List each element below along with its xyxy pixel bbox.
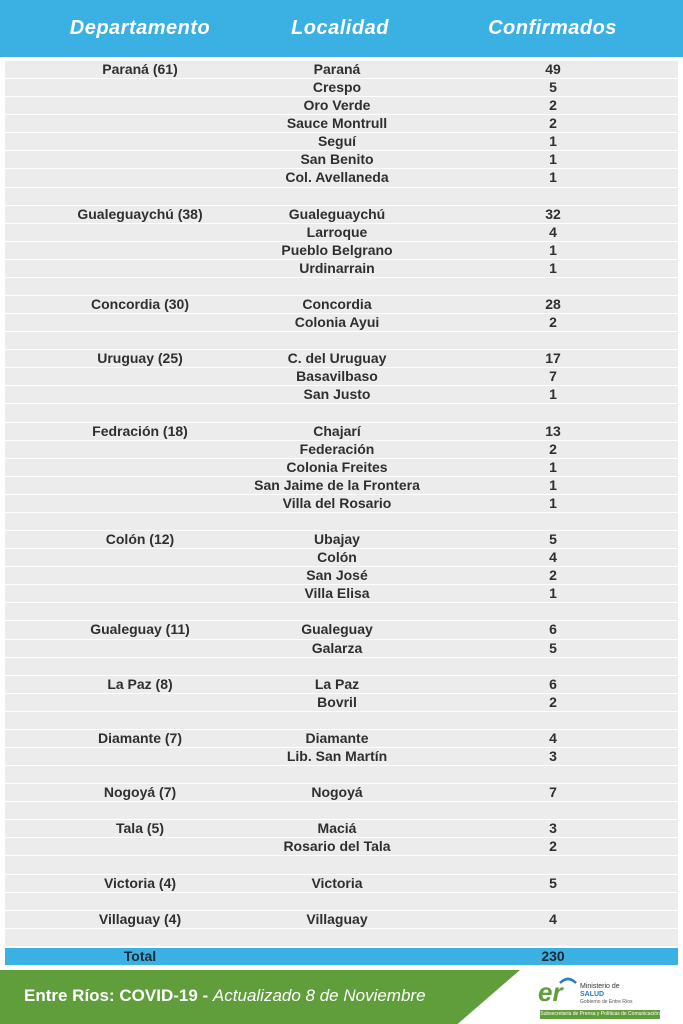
table-row: [5, 929, 678, 947]
departamento-cell: [40, 694, 240, 711]
departamento-cell: [40, 549, 240, 566]
total-value: 230: [541, 948, 565, 964]
departamento-cell: [40, 79, 240, 96]
confirmados-cell: [453, 929, 653, 946]
departamento-cell: [40, 802, 240, 819]
departamento-cell: Concordia (30): [90, 296, 189, 313]
confirmados-cell: [453, 658, 653, 675]
confirmados-cell: 7: [549, 784, 557, 801]
table-row: [5, 368, 678, 386]
confirmados-cell: 1: [549, 476, 557, 493]
table-row: [5, 169, 678, 187]
departamento-cell: [40, 188, 240, 205]
confirmados-cell: [453, 513, 653, 530]
logo-line2: SALUD: [580, 991, 605, 998]
total-label: Total: [123, 948, 157, 964]
localidad-cell: Gualeguaychú: [288, 205, 386, 222]
departamento-cell: [40, 477, 240, 494]
departamento-cell: [40, 856, 240, 873]
table-row: [5, 151, 678, 169]
departamento-cell: [40, 748, 240, 765]
departamento-cell: [40, 658, 240, 675]
footer-updated: Actualizado 8 de Noviembre: [212, 986, 426, 1005]
confirmados-cell: 1: [549, 259, 557, 276]
departamento-cell: [40, 224, 240, 241]
confirmados-cell: 2: [549, 314, 557, 331]
confirmados-cell: 1: [549, 585, 557, 602]
localidad-cell: [237, 332, 437, 349]
confirmados-cell: 13: [545, 422, 561, 439]
localidad-cell: Paraná: [313, 61, 361, 77]
confirmados-cell: 5: [549, 639, 557, 656]
table-row: [5, 585, 678, 603]
localidad-cell: [237, 802, 437, 819]
localidad-cell: Seguí: [317, 133, 357, 150]
localidad-cell: [237, 513, 437, 530]
departamento-cell: [40, 115, 240, 132]
table-row: [5, 97, 678, 115]
confirmados-cell: 28: [545, 296, 561, 313]
table-row: [5, 875, 678, 893]
table-row: [5, 260, 678, 278]
confirmados-cell: 1: [549, 386, 557, 403]
departamento-cell: [40, 278, 240, 295]
departamento-cell: [40, 404, 240, 421]
localidad-cell: [237, 404, 437, 421]
table-row: [5, 278, 678, 296]
footer: [0, 970, 683, 1024]
departamento-cell: [40, 585, 240, 602]
localidad-cell: Lib. San Martín: [286, 747, 388, 764]
table-row: [5, 567, 678, 585]
localidad-cell: Federación: [299, 440, 375, 457]
departamento-cell: [40, 603, 240, 620]
localidad-cell: C. del Uruguay: [287, 350, 387, 367]
localidad-cell: [237, 188, 437, 205]
departamento-cell: [40, 332, 240, 349]
confirmados-cell: [453, 893, 653, 910]
localidad-cell: Nogoyá: [311, 784, 363, 801]
confirmados-cell: 1: [549, 241, 557, 258]
localidad-cell: Maciá: [317, 820, 357, 837]
departamento-cell: [40, 893, 240, 910]
table-row: [5, 838, 678, 856]
table-row: [5, 712, 678, 730]
header-departamento: Departamento: [69, 17, 211, 39]
departamento-cell: Villaguay (4): [98, 910, 182, 927]
localidad-cell: Villaguay: [306, 910, 368, 927]
departamento-cell: [40, 929, 240, 946]
confirmados-cell: 17: [545, 350, 561, 367]
table-row: [5, 621, 678, 639]
confirmados-cell: 5: [549, 531, 557, 548]
table-row: [5, 820, 678, 838]
table-row: [5, 658, 678, 676]
table-body: [0, 61, 683, 947]
departamento-cell: Gualeguay (11): [90, 621, 190, 638]
table-row: [5, 784, 678, 802]
localidad-cell: Gualeguay: [301, 621, 373, 638]
ministerio-logo: [538, 975, 678, 1021]
departamento-cell: [40, 838, 240, 855]
confirmados-cell: 2: [549, 97, 557, 114]
table-row: [5, 386, 678, 404]
localidad-cell: [237, 929, 437, 946]
localidad-cell: Chajarí: [313, 422, 361, 439]
localidad-cell: Villa del Rosario: [282, 494, 392, 511]
localidad-cell: San Justo: [303, 386, 371, 403]
departamento-cell: [40, 97, 240, 114]
table-header: [0, 0, 683, 57]
localidad-cell: [237, 893, 437, 910]
confirmados-cell: [453, 856, 653, 873]
departamento-cell: [40, 386, 240, 403]
table-row: [5, 495, 678, 513]
confirmados-cell: [453, 766, 653, 783]
localidad-cell: San Benito: [300, 151, 374, 168]
localidad-cell: San Jaime de la Frontera: [254, 476, 420, 493]
header-localidad: Localidad: [291, 17, 389, 39]
table-row: [5, 332, 678, 350]
table-row: [5, 856, 678, 874]
confirmados-cell: 6: [549, 675, 557, 692]
confirmados-cell: [453, 712, 653, 729]
table-row: [5, 404, 678, 422]
confirmados-cell: 2: [549, 567, 557, 584]
departamento-cell: [40, 133, 240, 150]
confirmados-cell: 2: [549, 440, 557, 457]
departamento-cell: [40, 513, 240, 530]
confirmados-cell: [453, 332, 653, 349]
localidad-cell: Pueblo Belgrano: [281, 241, 393, 258]
localidad-cell: Sauce Montrull: [286, 115, 388, 132]
table-row: [5, 477, 678, 495]
table-row: [5, 350, 678, 368]
departamento-cell: [40, 151, 240, 168]
table-row: [5, 296, 678, 314]
table-row: [5, 224, 678, 242]
localidad-cell: [237, 856, 437, 873]
localidad-cell: Basavilbaso: [296, 368, 378, 385]
localidad-cell: Larroque: [306, 223, 368, 240]
departamento-cell: [40, 368, 240, 385]
localidad-cell: Oro Verde: [303, 97, 371, 114]
svg-text:er: er: [538, 977, 563, 1005]
confirmados-cell: 4: [549, 910, 557, 927]
confirmados-cell: 5: [549, 79, 557, 96]
localidad-cell: Diamante: [305, 729, 369, 746]
table-row: [5, 61, 678, 79]
table-row: [5, 911, 678, 929]
departamento-cell: [40, 712, 240, 729]
departamento-cell: [40, 314, 240, 331]
departamento-cell: [40, 766, 240, 783]
confirmados-cell: [453, 188, 653, 205]
localidad-cell: [237, 278, 437, 295]
confirmados-cell: 1: [549, 458, 557, 475]
header-confirmados: Confirmados: [488, 17, 617, 39]
table-row: [5, 802, 678, 820]
confirmados-cell: 4: [549, 223, 557, 240]
confirmados-cell: 2: [549, 693, 557, 710]
localidad-cell: Villa Elisa: [304, 585, 370, 602]
logo-line3: Gobierno de Entre Ríos: [580, 999, 633, 1005]
table-row: [5, 893, 678, 911]
confirmados-cell: 4: [549, 549, 557, 566]
confirmados-cell: 49: [545, 61, 561, 77]
confirmados-cell: 1: [549, 169, 557, 186]
departamento-cell: [40, 495, 240, 512]
departamento-cell: [40, 567, 240, 584]
confirmados-cell: 2: [549, 838, 557, 855]
departamento-cell: Gualeguaychú (38): [77, 205, 203, 222]
departamento-cell: [40, 169, 240, 186]
table-row: [5, 441, 678, 459]
table-row: [5, 115, 678, 133]
departamento-cell: [40, 640, 240, 657]
localidad-cell: Crespo: [312, 79, 362, 96]
localidad-cell: Ubajay: [314, 531, 360, 548]
localidad-cell: Colonia Freites: [286, 458, 388, 475]
localidad-cell: [237, 766, 437, 783]
departamento-cell: Fedración (18): [92, 422, 188, 439]
confirmados-cell: 4: [549, 729, 557, 746]
table-row: [5, 766, 678, 784]
confirmados-cell: [453, 404, 653, 421]
localidad-cell: Concordia: [302, 296, 372, 313]
table-row: [5, 188, 678, 206]
confirmados-cell: 2: [549, 115, 557, 132]
departamento-cell: [40, 260, 240, 277]
table-row: [5, 242, 678, 260]
footer-text: [24, 970, 426, 1024]
table-row: [5, 79, 678, 97]
localidad-cell: Victoria: [311, 874, 363, 891]
localidad-cell: Bovril: [317, 693, 357, 710]
localidad-cell: Colonia Ayui: [294, 314, 380, 331]
localidad-cell: Col. Avellaneda: [285, 169, 389, 186]
table-row: [5, 459, 678, 477]
departamento-cell: Diamante (7): [97, 729, 183, 746]
localidad-cell: [237, 658, 437, 675]
confirmados-cell: [453, 802, 653, 819]
table-row: [5, 730, 678, 748]
localidad-cell: Rosario del Tala: [283, 838, 391, 855]
table-row: [5, 676, 678, 694]
confirmados-cell: 6: [549, 621, 557, 638]
table-row: [5, 603, 678, 621]
departamento-cell: [40, 242, 240, 259]
table-row: [5, 640, 678, 658]
table-row: [5, 133, 678, 151]
localidad-cell: Urdinarrain: [299, 259, 375, 276]
confirmados-cell: 3: [549, 747, 557, 764]
table-row: [5, 694, 678, 712]
departamento-cell: La Paz (8): [107, 675, 173, 692]
table-row: [5, 531, 678, 549]
departamento-cell: [40, 459, 240, 476]
departamento-cell: Nogoyá (7): [103, 784, 177, 801]
table-row: [5, 314, 678, 332]
table-row: [5, 748, 678, 766]
total-row: [5, 948, 678, 965]
confirmados-cell: [453, 603, 653, 620]
table-row: [5, 513, 678, 531]
table-row: [5, 423, 678, 441]
confirmados-cell: 32: [545, 205, 561, 222]
localidad-cell: Colón: [317, 549, 357, 566]
table-row: [5, 206, 678, 224]
logo-line1: Ministerio de: [580, 983, 620, 990]
confirmados-cell: 3: [549, 820, 557, 837]
localidad-cell: [237, 603, 437, 620]
departamento-cell: Uruguay (25): [97, 350, 183, 367]
table-row: [5, 549, 678, 567]
er-logo-icon: [538, 977, 578, 1005]
localidad-cell: La Paz: [314, 675, 360, 692]
confirmados-cell: [453, 278, 653, 295]
departamento-cell: Colón (12): [105, 531, 175, 548]
confirmados-cell: 1: [549, 151, 557, 168]
confirmados-cell: 1: [549, 494, 557, 511]
localidad-cell: San José: [306, 567, 368, 584]
footer-title: Entre Ríos: COVID-19 -: [24, 986, 213, 1005]
confirmados-cell: 1: [549, 133, 557, 150]
departamento-cell: Tala (5): [116, 820, 164, 837]
departamento-cell: [40, 441, 240, 458]
logo-strip: Subsecretaría de Prensa y Políticas de Comunicación: [540, 1011, 660, 1017]
confirmados-cell: 5: [549, 874, 557, 891]
localidad-cell: [237, 712, 437, 729]
confirmados-cell: 7: [549, 368, 557, 385]
departamento-cell: Victoria (4): [103, 874, 177, 891]
departamento-cell: Paraná (61): [102, 61, 178, 77]
localidad-cell: Galarza: [311, 639, 363, 656]
